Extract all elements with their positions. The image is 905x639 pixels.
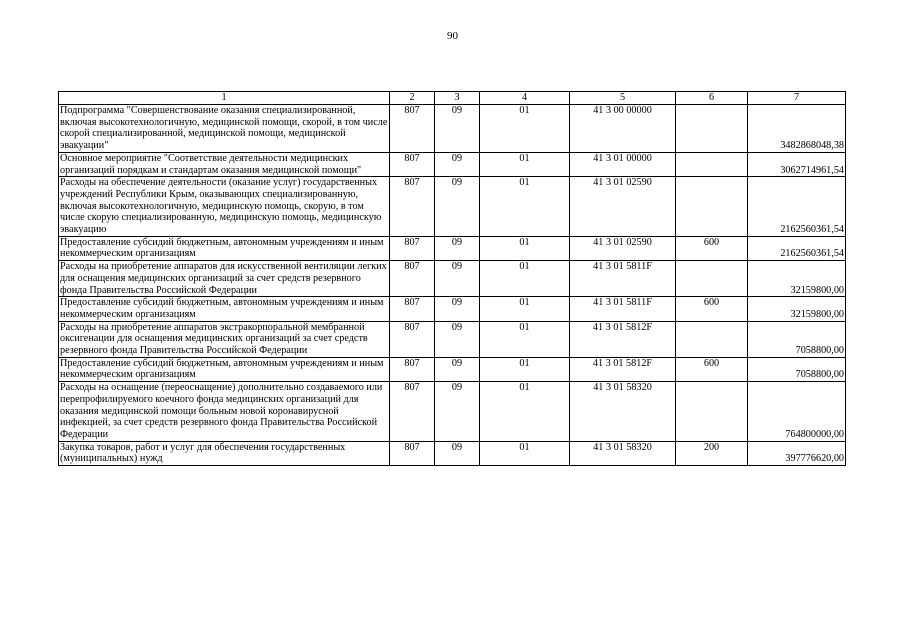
table-row [59, 321, 846, 357]
table-header-row [59, 92, 846, 105]
row-amount: 32159800,00 [748, 297, 846, 321]
row-section: 09 [435, 441, 480, 465]
row-subsection: 01 [480, 177, 570, 237]
row-target-article: 41 3 01 5812F [570, 357, 676, 381]
row-description: Предоставление субсидий бюджетным, автономным учреждениям и иным некоммерческим организациям [59, 236, 390, 260]
row-amount: 764800000,00 [748, 382, 846, 442]
row-code-ministry: 807 [390, 357, 435, 381]
row-expense-type: 200 [676, 441, 748, 465]
table-row [59, 261, 846, 297]
row-section: 09 [435, 382, 480, 442]
row-expense-type [676, 152, 748, 176]
row-amount: 2162560361,54 [748, 236, 846, 260]
column-header-1: 1 [59, 92, 390, 105]
row-amount: 3062714961,54 [748, 152, 846, 176]
row-section: 09 [435, 177, 480, 237]
row-code-ministry: 807 [390, 321, 435, 357]
row-section: 09 [435, 152, 480, 176]
row-description: Основное мероприятие "Соответствие деятельности медицинских организаций порядкам и стандартам оказания медицинской помощи" [59, 152, 390, 176]
table-row [59, 382, 846, 442]
row-code-ministry: 807 [390, 236, 435, 260]
row-target-article: 41 3 01 5811F [570, 261, 676, 297]
table-row [59, 441, 846, 465]
table-row [59, 152, 846, 176]
row-section: 09 [435, 297, 480, 321]
row-target-article: 41 3 01 02590 [570, 177, 676, 237]
row-description: Расходы на приобретение аппаратов экстракорпоральной мембранной оксигенации для оснащения медицинских организаций за счет средств резервного фонда Правительства Российской Федерации [59, 321, 390, 357]
row-expense-type [676, 105, 748, 153]
row-amount: 32159800,00 [748, 261, 846, 297]
row-target-article: 41 3 01 02590 [570, 236, 676, 260]
row-section: 09 [435, 357, 480, 381]
table-row [59, 357, 846, 381]
row-target-article: 41 3 01 58320 [570, 382, 676, 442]
row-code-ministry: 807 [390, 297, 435, 321]
row-code-ministry: 807 [390, 105, 435, 153]
column-header-7: 7 [748, 92, 846, 105]
row-code-ministry: 807 [390, 177, 435, 237]
row-subsection: 01 [480, 152, 570, 176]
row-description: Расходы на приобретение аппаратов для искусственной вентиляции легких для оснащения медицинских организаций за счет средств резервного фонда Правительства Российской Федерации [59, 261, 390, 297]
row-description: Предоставление субсидий бюджетным, автономным учреждениям и иным некоммерческим организациям [59, 357, 390, 381]
row-subsection: 01 [480, 321, 570, 357]
row-code-ministry: 807 [390, 152, 435, 176]
row-amount: 7058800,00 [748, 321, 846, 357]
row-description: Расходы на обеспечение деятельности (оказание услуг) государственных учреждений Республики Крым, оказывающих специализированную, включая высокотехнологичную, медицинскую помощь, скорую, в том числе скорую специализированную, медицинскую помощь, медицинскую эвакуацию [59, 177, 390, 237]
table-row [59, 297, 846, 321]
row-subsection: 01 [480, 441, 570, 465]
row-subsection: 01 [480, 236, 570, 260]
row-target-article: 41 3 00 00000 [570, 105, 676, 153]
budget-table [58, 91, 846, 466]
column-header-4: 4 [480, 92, 570, 105]
row-section: 09 [435, 236, 480, 260]
column-header-3: 3 [435, 92, 480, 105]
row-target-article: 41 3 01 58320 [570, 441, 676, 465]
table-row [59, 236, 846, 260]
row-description: Расходы на оснащение (переоснащение) дополнительно создаваемого или перепрофилируемого коечного фонда медицинских организаций для оказания медицинской помощи больным новой коронавирусной инфекцией, за счет средств резервного фонда Правительства Российской Федерации [59, 382, 390, 442]
row-subsection: 01 [480, 382, 570, 442]
row-amount: 3482868048,38 [748, 105, 846, 153]
row-subsection: 01 [480, 105, 570, 153]
row-amount: 397776620,00 [748, 441, 846, 465]
row-expense-type [676, 261, 748, 297]
column-header-2: 2 [390, 92, 435, 105]
row-code-ministry: 807 [390, 382, 435, 442]
table-row [59, 105, 846, 153]
row-section: 09 [435, 261, 480, 297]
row-expense-type: 600 [676, 297, 748, 321]
row-amount: 7058800,00 [748, 357, 846, 381]
row-expense-type: 600 [676, 357, 748, 381]
row-expense-type: 600 [676, 236, 748, 260]
row-description: Подпрограмма "Совершенствование оказания специализированной, включая высокотехнологичную, медицинской помощи, скорой, в том числе скорой специализированной, медицинской помощи, медицинской эвакуации" [59, 105, 390, 153]
row-amount: 2162560361,54 [748, 177, 846, 237]
page-number: 90 [447, 30, 458, 42]
row-subsection: 01 [480, 297, 570, 321]
row-code-ministry: 807 [390, 261, 435, 297]
row-subsection: 01 [480, 357, 570, 381]
table-row [59, 177, 846, 237]
row-expense-type [676, 177, 748, 237]
row-section: 09 [435, 105, 480, 153]
row-target-article: 41 3 01 00000 [570, 152, 676, 176]
row-section: 09 [435, 321, 480, 357]
row-description: Закупка товаров, работ и услуг для обеспечения государственных (муниципальных) нужд [59, 441, 390, 465]
row-code-ministry: 807 [390, 441, 435, 465]
column-header-6: 6 [676, 92, 748, 105]
row-subsection: 01 [480, 261, 570, 297]
row-expense-type [676, 382, 748, 442]
row-description: Предоставление субсидий бюджетным, автономным учреждениям и иным некоммерческим организациям [59, 297, 390, 321]
row-target-article: 41 3 01 5812F [570, 321, 676, 357]
column-header-5: 5 [570, 92, 676, 105]
row-target-article: 41 3 01 5811F [570, 297, 676, 321]
row-expense-type [676, 321, 748, 357]
